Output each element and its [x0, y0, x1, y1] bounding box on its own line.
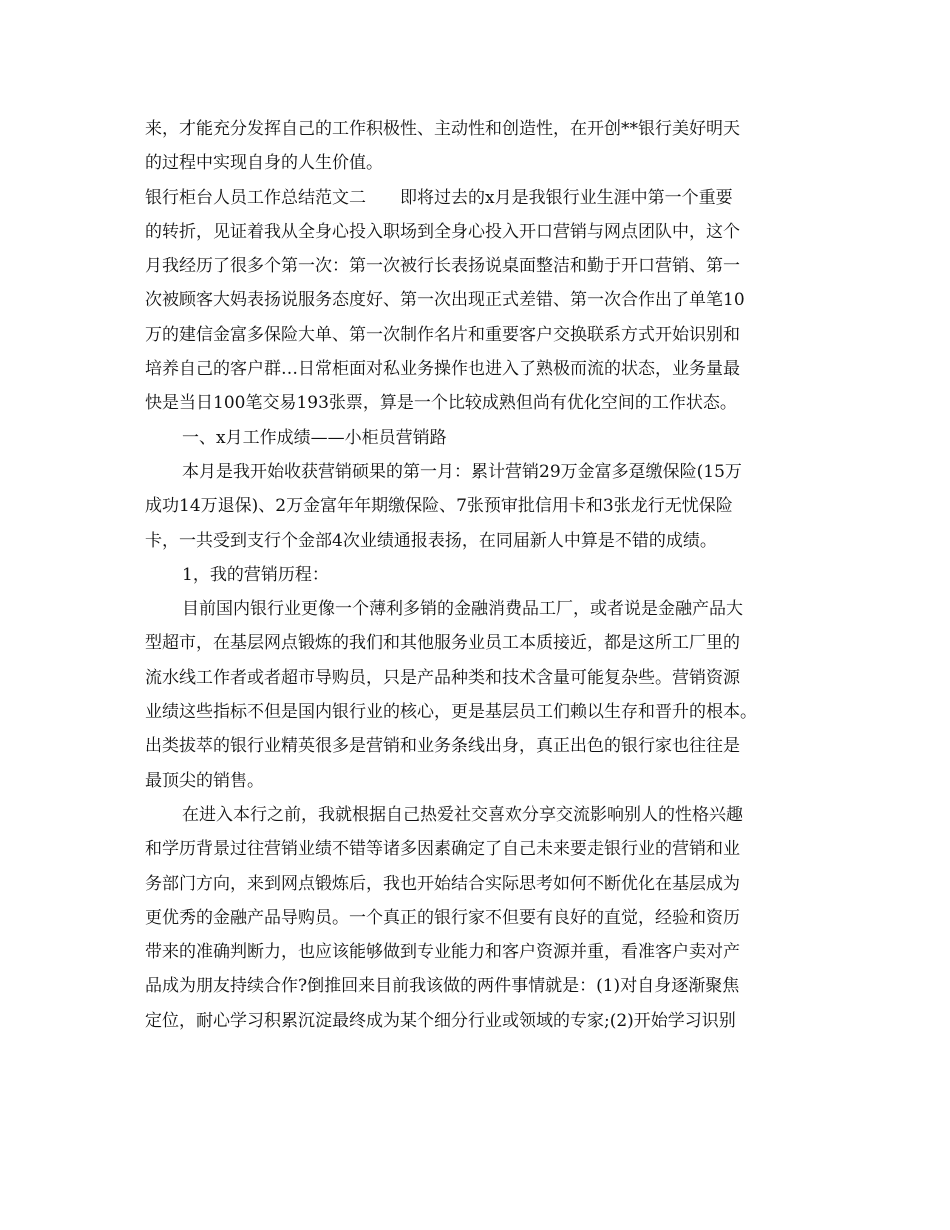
subheading-line: 1，我的营销历程：	[182, 564, 329, 585]
document-body	[145, 112, 805, 1038]
paragraph-line: 本月是我开始收获营销硕果的第一月：累计营销29万金富多趸缴保险(15万	[182, 461, 742, 482]
paragraph-line: 最顶尖的销售。	[145, 770, 264, 791]
paragraph-line: 培养自己的客户群…日常柜面对私业务操作也进入了熟极而流的状态，业务量最	[145, 359, 740, 380]
paragraph-line: 目前国内银行业更像一个薄利多销的金融消费品工厂，或者说是金融产品大	[182, 599, 743, 620]
paragraph-line: 的过程中实现自身的人生价值。	[145, 153, 383, 174]
paragraph-line: 万的建信金富多保险大单、第一次制作名片和重要客户交换联系方式开始识别和	[145, 324, 740, 345]
paragraph-line: 型超市，在基层网点锻炼的我们和其他服务业员工本质接近，都是这所工厂里的	[145, 633, 740, 654]
paragraph-line: 务部门方向，来到网点锻炼后，我也开始结合实际思考如何不断优化在基层成为	[145, 873, 740, 894]
paragraph-line: 和学历背景过往营销业绩不错等诸多因素确定了自己未来要走银行业的营销和业	[145, 839, 740, 860]
paragraph-line: 成功14万退保)、2万金富年年期缴保险、7张预审批信用卡和3张龙行无忧保险	[145, 496, 733, 517]
paragraph-line: 带来的准确判断力，也应该能够做到专业能力和客户资源并重，看准客户卖对产	[145, 942, 740, 963]
paragraph-line: 来，才能充分发挥自己的工作积极性、主动性和创造性，在开创**银行美好明天	[145, 119, 740, 139]
paragraph-line: 月我经历了很多个第一次：第一次被行长表扬说桌面整洁和勤于开口营销、第一	[145, 256, 740, 277]
paragraph-line: 定位，耐心学习积累沉淀最终成为某个细分行业或领域的专家;(2)开始学习识别	[145, 1010, 736, 1031]
paragraph-line: 更优秀的金融产品导购员。一个真正的银行家不但要有良好的直觉，经验和资历	[145, 907, 740, 928]
paragraph-line: 品成为朋友持续合作?倒推回来目前我该做的两件事情就是：(1)对自身逐渐聚焦	[145, 976, 740, 997]
paragraph-line: 流水线工作者或者超市导购员，只是产品种类和技术含量可能复杂些。营销资源	[145, 667, 740, 688]
paragraph-line: 出类拔萃的银行业精英很多是营销和业务条线出身，真正出色的银行家也往往是	[145, 736, 740, 757]
paragraph-line: 卡，一共受到支行个金部4次业绩通报表扬，在同届新人中算是不错的成绩。	[145, 530, 717, 551]
paragraph-line: 在进入本行之前，我就根据自己热爱社交喜欢分享交流影响别人的性格兴趣	[182, 804, 743, 825]
paragraph-line: 的转折，见证着我从全身心投入职场到全身心投入开口营销与网点团队中，这个	[145, 221, 740, 242]
paragraph-line: 次被顾客大妈表扬说服务态度好、第一次出现正式差错、第一次合作出了单笔10	[145, 290, 745, 311]
subheading-line: 一、x月工作成绩——小柜员营销路	[182, 427, 447, 448]
paragraph-line: 快是当日100笔交易193张票，算是一个比较成熟但尚有优化空间的工作状态。	[145, 393, 737, 414]
paragraph-line: 业绩这些指标不但是国内银行业的核心，更是基层员工们赖以生存和晋升的根本。	[145, 702, 757, 723]
section-heading-line: 银行柜台人员工作总结范文二 即将过去的x月是我银行业生涯中第一个重要	[145, 187, 733, 208]
